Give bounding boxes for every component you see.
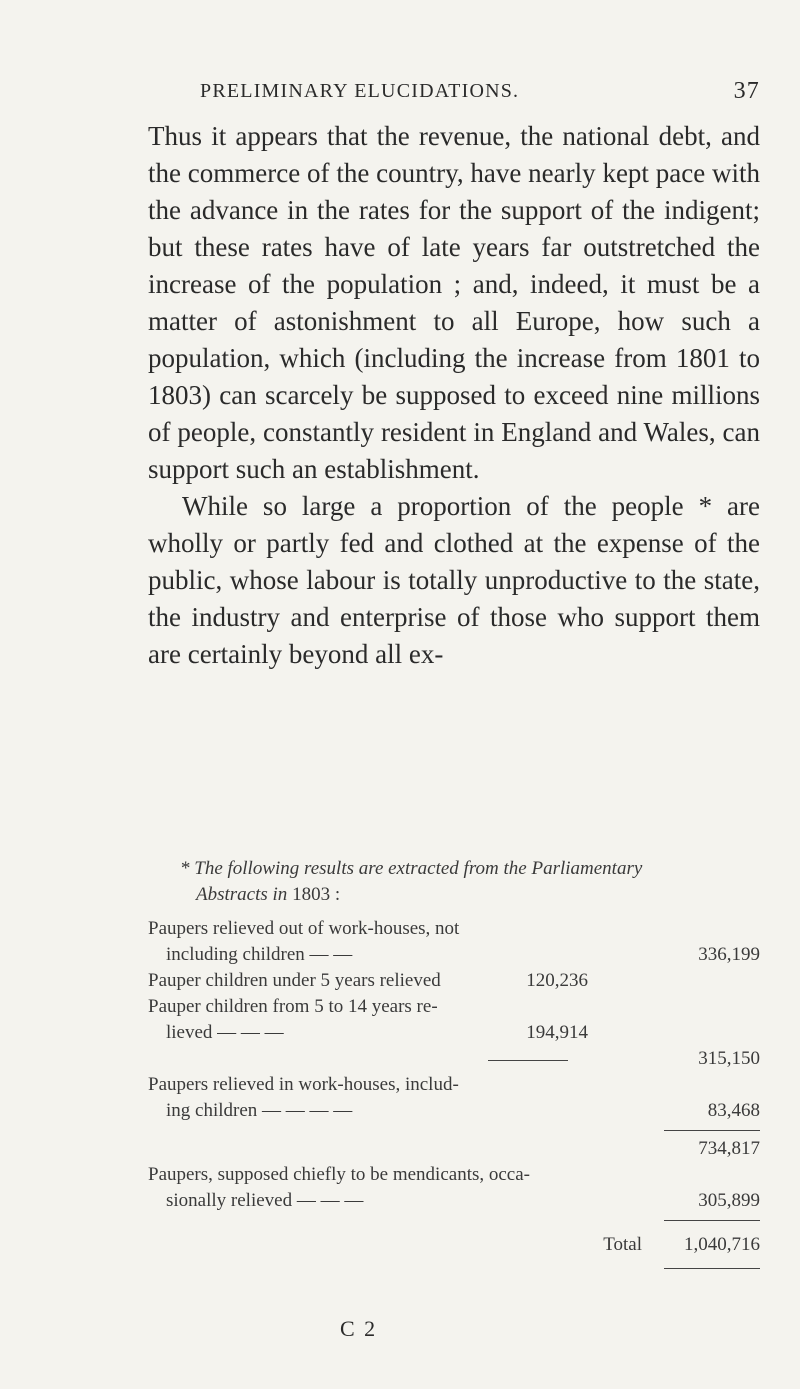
row-value-total: 734,817	[698, 1138, 760, 1159]
row-label: Paupers relieved out of work-houses, not	[148, 918, 460, 939]
row-label: Pauper children under 5 years relieved	[148, 970, 441, 991]
sum-rule	[664, 1130, 760, 1131]
row-label: sionally relieved — — —	[166, 1190, 364, 1211]
row-value-sub: 120,236	[526, 970, 588, 991]
table-row	[148, 1136, 760, 1162]
row-label: Paupers, supposed chiefly to be mendicants, occa-	[148, 1164, 530, 1185]
body-text	[148, 118, 760, 673]
pauper-table	[148, 916, 760, 1272]
sum-rule	[664, 1220, 760, 1221]
row-value-total: 336,199	[698, 944, 760, 965]
footnote-intro	[148, 856, 760, 908]
footnote	[148, 856, 760, 1272]
total-row	[148, 1232, 760, 1258]
table-row	[148, 1072, 760, 1098]
final-rule-row	[148, 1258, 760, 1272]
page-number: 37	[733, 78, 760, 104]
total-label: Total	[603, 1234, 642, 1255]
table-row	[148, 1162, 760, 1188]
table-row	[148, 994, 760, 1020]
subtotal-rule	[488, 1060, 568, 1061]
running-head-title: PRELIMINARY ELUCIDATIONS.	[200, 80, 520, 102]
table-row	[148, 1098, 760, 1124]
row-value-total: 83,468	[707, 1100, 760, 1121]
footnote-year: 1803 :	[292, 884, 341, 905]
row-value-sub: 194,914	[526, 1022, 588, 1043]
table-row	[148, 942, 760, 968]
table-row	[148, 1020, 760, 1046]
total-value: 1,040,716	[684, 1234, 760, 1255]
signature-mark: C 2	[340, 1316, 378, 1341]
row-label: Paupers relieved in work-houses, includ-	[148, 1074, 459, 1095]
sum-rule-row	[148, 1214, 760, 1226]
final-rule	[664, 1268, 760, 1269]
paragraph-1: Thus it appears that the revenue, the national debt, and the commerce of the country, have nearly kept pace with the advance in the rates for the support of the indigent; but these rates have of late years far outstretched the increase of the population ; and, indeed, it must be a matter of astonishment to all Europe, how such a population, which (including the increase from 1801 to 1803) can scarcely be supposed to exceed nine millions of people, constantly resident in England and Wales, can support such an establishment.	[148, 121, 760, 484]
table-row	[148, 1046, 760, 1072]
row-label: Pauper children from 5 to 14 years re-	[148, 996, 438, 1017]
table-row	[148, 1188, 760, 1214]
row-label: including children — —	[166, 944, 353, 965]
row-value-total: 315,150	[698, 1048, 760, 1069]
row-label: ing children — — — —	[166, 1100, 353, 1121]
footnote-intro-line2	[148, 882, 760, 908]
row-value-total: 305,899	[698, 1190, 760, 1211]
row-label: lieved — — —	[166, 1022, 284, 1043]
footnote-source: Abstracts in	[196, 884, 288, 905]
paragraph-2: While so large a proportion of the people * are wholly or partly fed and clothed at the expense of the public, whose labour is totally unproductive to the state, the industry and enterprise of those who support them are certainly beyond all ex-	[148, 491, 760, 669]
footnote-intro-line1: * The following results are extracted from the Parliamentary	[180, 858, 643, 879]
table-row	[148, 968, 760, 994]
table-row	[148, 916, 760, 942]
sum-rule-row	[148, 1124, 760, 1136]
